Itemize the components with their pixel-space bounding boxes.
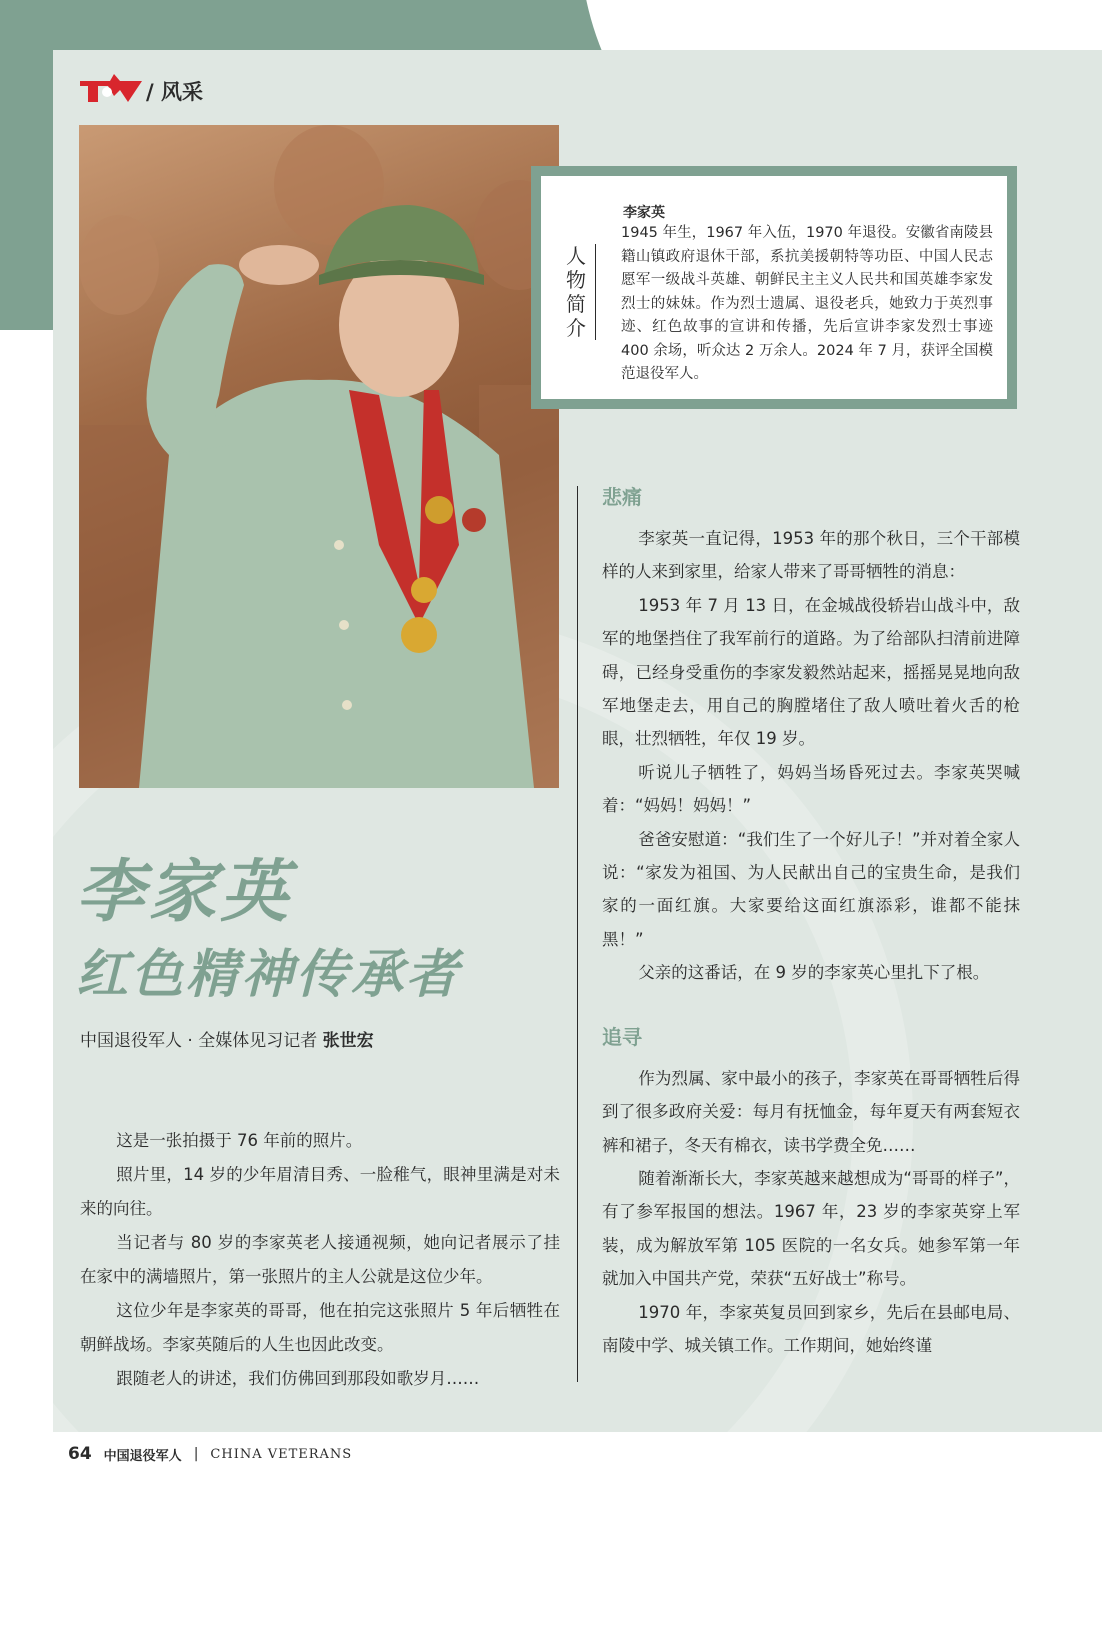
body-paragraph: 作为烈属、家中最小的孩子，李家英在哥哥牺牲后得到了很多政府关爱：每月有抚恤金，每年夏天有两套短衣裤和裙子，冬天有棉衣，读书学费全免…… xyxy=(602,1068,1020,1155)
body-paragraph: 1953 年 7 月 13 日，在金城战役轿岩山战斗中，敌军的地堡挡住了我军前行的道路。为了给部队扫清前进障碍，已经身受重伤的李家发毅然站起来，摇摇晃晃地向敌军地堡走去，用自己的胸膛堵住了敌人喷吐着火舌的枪眼，壮烈牺牲，年仅 19 岁。 xyxy=(602,595,1020,749)
profile-divider xyxy=(595,244,596,340)
article-body xyxy=(602,480,1020,1362)
section-heading: 追寻 xyxy=(602,1024,642,1049)
intro-paragraph: 当记者与 80 岁的李家英老人接通视频，她向记者展示了挂在家中的满墙照片，第一张照片的主人公就是这位少年。 xyxy=(80,1233,560,1286)
intro-text xyxy=(80,1124,560,1396)
intro-paragraph: 跟随老人的讲述，我们仿佛回到那段如歌岁月…… xyxy=(116,1369,480,1388)
section-heading: 悲痛 xyxy=(602,485,642,509)
profile-box xyxy=(531,166,1017,409)
body-paragraph: 随着渐渐长大，李家英越来越想成为“哥哥的样子”，有了参军报国的想法。1967 年，23 岁的李家英穿上军装，成为解放军第 105 医院的一名女兵。她参军第一年就加入中国共产党，荣获“五好战士”称号。 xyxy=(602,1168,1020,1289)
body-paragraph: 李家英一直记得，1953 年的那个秋日，三个干部模样的人来到家里，给家人带来了哥哥牺牲的消息： xyxy=(602,529,1020,582)
article-subtitle: 红色精神传承者 xyxy=(76,944,462,1005)
magazine-name: 中国退役军人 xyxy=(103,1448,182,1464)
section-gap xyxy=(602,990,1020,1020)
byline-prefix: 中国退役军人 · 全媒体见习记者 xyxy=(80,1031,323,1051)
intro-paragraph: 照片里，14 岁的少年眉清目秀、一脸稚气，眼神里满是对未来的向往。 xyxy=(80,1165,560,1218)
profile-name: 李家英 xyxy=(623,205,665,221)
profile-inner xyxy=(541,176,1007,399)
body-paragraph: 爸爸安慰道：“我们生了一个好儿子！”并对着全家人说：“家发为祖国、为人民献出自己的宝贵生命，是我们家的一面红旗。大家要给这面红旗添彩，谁都不能抹黑！” xyxy=(602,829,1020,949)
page-footer xyxy=(68,1444,352,1464)
body-paragraph: 父亲的这番话，在 9 岁的李家英心里扎下了根。 xyxy=(638,963,990,983)
page-number: 64 xyxy=(68,1444,92,1464)
section-tag: / 风采 xyxy=(146,79,203,104)
intro-paragraph: 这是一张拍摄于 76 年前的照片。 xyxy=(116,1131,363,1150)
intro-paragraph: 这位少年是李家英的哥哥，他在拍完这张照片 5 年后牺牲在朝鲜战场。李家英随后的人生也因此改变。 xyxy=(80,1301,560,1354)
profile-label: 人物简介 xyxy=(566,244,586,340)
byline-author: 张世宏 xyxy=(322,1031,374,1051)
article-title: 李家英 xyxy=(76,852,293,932)
logo-icon xyxy=(80,72,142,104)
magazine-name-en: CHINA VETERANS xyxy=(210,1446,353,1462)
body-paragraph: 听说儿子牺牲了，妈妈当场昏死过去。李家英哭喊着：“妈妈！妈妈！” xyxy=(602,762,1020,816)
byline xyxy=(80,1026,374,1051)
profile-bio: 1945 年生，1967 年入伍，1970 年退役。安徽省南陵县籍山镇政府退休干部，系抗美援朝特等功臣、中国人民志愿军一级战斗英雄、朝鲜民主主义人民共和国英雄李家发烈士的妹妹。作为烈士遗属、退役老兵，她致力于英烈事迹、红色故事的宣讲和传播，先后宣讲李家发烈士事迹 400 余场，听众达 2 万余人。2024 年 7 月，获评全国模范退役军人。 xyxy=(621,225,993,382)
body-paragraph: 1970 年，李家英复员回到家乡，先后在县邮电局、南陵中学、城关镇工作。工作期间，她始终谨 xyxy=(602,1302,1020,1355)
portrait-photo xyxy=(79,125,559,788)
footer-separator: | xyxy=(193,1446,199,1462)
column-divider xyxy=(577,486,578,1382)
portrait-illustration xyxy=(79,125,559,788)
